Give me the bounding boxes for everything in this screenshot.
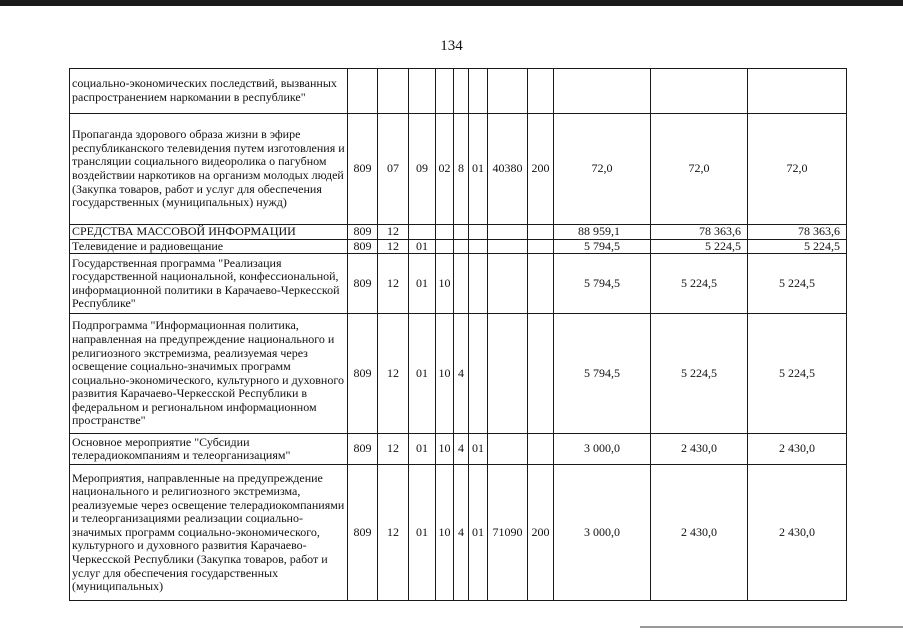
code-type [528, 225, 554, 240]
amount-2 [651, 69, 748, 114]
code-direction: 71090 [488, 465, 528, 601]
table-body [70, 69, 847, 601]
table-row [70, 465, 847, 601]
code-subsection [409, 69, 436, 114]
code-type: 200 [528, 114, 554, 225]
code-subprogram: 8 [454, 114, 469, 225]
amount-1: 5 794,5 [554, 314, 651, 434]
amount-1: 3 000,0 [554, 434, 651, 465]
table-row [70, 225, 847, 240]
code-type [528, 314, 554, 434]
amount-3: 5 224,5 [748, 254, 847, 314]
budget-table [69, 68, 847, 601]
code-gp: 809 [348, 225, 378, 240]
amount-2: 2 430,0 [651, 465, 748, 601]
code-subsection [409, 225, 436, 240]
amount-3: 5 224,5 [748, 314, 847, 434]
code-subprogram [454, 225, 469, 240]
amount-2: 2 430,0 [651, 434, 748, 465]
code-subsection: 01 [409, 239, 436, 254]
code-event [469, 314, 488, 434]
code-subsection: 01 [409, 465, 436, 601]
table-row [70, 314, 847, 434]
code-type [528, 69, 554, 114]
code-program [436, 69, 454, 114]
code-gp: 809 [348, 114, 378, 225]
code-subsection: 01 [409, 314, 436, 434]
code-program [436, 239, 454, 254]
code-section: 12 [378, 239, 409, 254]
code-type [528, 239, 554, 254]
code-subprogram: 4 [454, 465, 469, 601]
code-gp [348, 69, 378, 114]
code-type: 200 [528, 465, 554, 601]
code-direction [488, 254, 528, 314]
code-event: 01 [469, 465, 488, 601]
code-gp: 809 [348, 314, 378, 434]
row-name: Государственная программа "Реализация государственной национальной, конфессиональной, информационной политики в Карачаево-Черкесской Республике" [70, 254, 348, 314]
code-gp: 809 [348, 465, 378, 601]
code-section: 12 [378, 465, 409, 601]
amount-3: 78 363,6 [748, 225, 847, 240]
amount-1: 88 959,1 [554, 225, 651, 240]
code-type [528, 434, 554, 465]
table-row [70, 239, 847, 254]
amount-1: 72,0 [554, 114, 651, 225]
code-section: 12 [378, 225, 409, 240]
amount-1: 5 794,5 [554, 254, 651, 314]
amount-3: 5 224,5 [748, 239, 847, 254]
amount-2: 5 224,5 [651, 254, 748, 314]
code-type [528, 254, 554, 314]
row-name: социально-экономических последствий, вызванных распространением наркомании в республике" [70, 69, 348, 114]
table-row [70, 114, 847, 225]
code-section: 12 [378, 314, 409, 434]
code-subsection: 01 [409, 254, 436, 314]
code-event: 01 [469, 434, 488, 465]
code-gp: 809 [348, 239, 378, 254]
code-subprogram [454, 254, 469, 314]
row-name: Пропаганда здорового образа жизни в эфире республиканского телевидения путем изготовления и трансляции социального видеоролика о пагубном воздействии наркотиков на организм молодых людей (Закупка товаров, работ и услуг для обеспечения государственных (муниципальных) нужд) [70, 114, 348, 225]
code-direction [488, 314, 528, 434]
table-row [70, 254, 847, 314]
code-direction [488, 225, 528, 240]
code-program [436, 225, 454, 240]
code-event [469, 239, 488, 254]
table-row [70, 69, 847, 114]
code-event: 01 [469, 114, 488, 225]
code-direction [488, 239, 528, 254]
code-subprogram: 4 [454, 314, 469, 434]
table-row [70, 434, 847, 465]
code-event [469, 254, 488, 314]
amount-3: 72,0 [748, 114, 847, 225]
code-section: 07 [378, 114, 409, 225]
code-gp: 809 [348, 254, 378, 314]
code-subprogram [454, 239, 469, 254]
row-name: Мероприятия, направленные на предупреждение национального и религиозного экстремизма, реализуемые через освещение телерадиокомпаниями и телеорганизациями реализации социально-значимых программ социально-экономического, культурного и духовного развития Карачаево-Черкесской Республики (Закупка товаров, работ и услуг для обеспечения государственных (муниципальных) [70, 465, 348, 601]
code-subprogram [454, 69, 469, 114]
amount-1: 3 000,0 [554, 465, 651, 601]
code-direction [488, 69, 528, 114]
amount-2: 78 363,6 [651, 225, 748, 240]
code-event [469, 69, 488, 114]
code-section: 12 [378, 254, 409, 314]
amount-2: 5 224,5 [651, 314, 748, 434]
code-section: 12 [378, 434, 409, 465]
row-name: Основное мероприятие "Субсидии телерадиокомпаниям и телеорганизациям" [70, 434, 348, 465]
row-name: Телевидение и радиовещание [70, 239, 348, 254]
code-subsection: 01 [409, 434, 436, 465]
top-border [0, 0, 903, 6]
code-direction [488, 434, 528, 465]
code-program: 10 [436, 314, 454, 434]
amount-1 [554, 69, 651, 114]
code-program: 10 [436, 254, 454, 314]
amount-3 [748, 69, 847, 114]
row-name: Подпрограмма "Информационная политика, направленная на предупреждение национального и религиозного экстремизма, реализуемая через освещение социально-значимых программ социально-экономического, культурного и духовного развития Карачаево-Черкесской Республики в федеральном и региональном информационном пространстве" [70, 314, 348, 434]
row-name: СРЕДСТВА МАССОВОЙ ИНФОРМАЦИИ [70, 225, 348, 240]
amount-3: 2 430,0 [748, 465, 847, 601]
code-subprogram: 4 [454, 434, 469, 465]
code-direction: 40380 [488, 114, 528, 225]
bottom-border [640, 626, 903, 628]
code-program: 02 [436, 114, 454, 225]
code-event [469, 225, 488, 240]
code-program: 10 [436, 465, 454, 601]
amount-3: 2 430,0 [748, 434, 847, 465]
amount-2: 72,0 [651, 114, 748, 225]
code-subsection: 09 [409, 114, 436, 225]
page-number: 134 [440, 38, 463, 54]
code-gp: 809 [348, 434, 378, 465]
amount-2: 5 224,5 [651, 239, 748, 254]
code-section [378, 69, 409, 114]
amount-1: 5 794,5 [554, 239, 651, 254]
code-program: 10 [436, 434, 454, 465]
